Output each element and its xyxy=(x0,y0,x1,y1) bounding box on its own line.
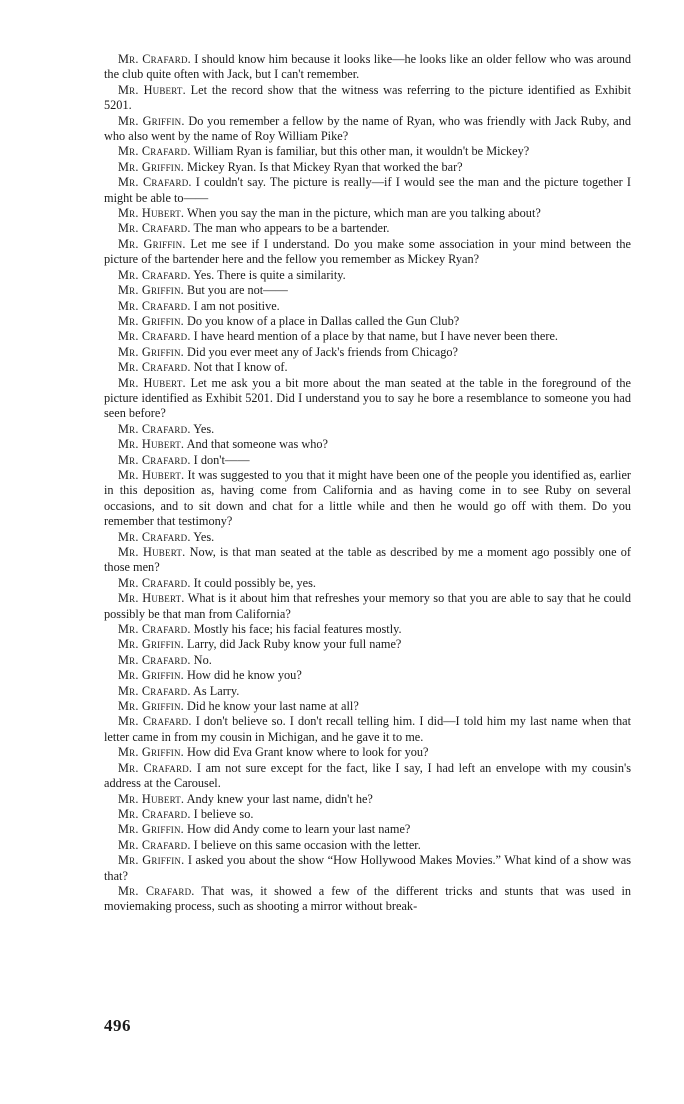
paragraph-text: Let the record show that the witness was referring to the picture identified as Exhibit 5201. xyxy=(104,82,631,113)
speaker-name: Mr. Griffin. xyxy=(118,159,184,174)
paragraph-text: Let me see if I understand. Do you make some association in your mind between the picture of the bartender here and the fellow you remember as Mickey Ryan? xyxy=(104,236,631,267)
paragraph-text: Yes. There is quite a similarity. xyxy=(190,267,346,282)
paragraph xyxy=(104,838,631,853)
paragraph-text: Andy knew your last name, didn't he? xyxy=(184,791,373,806)
speaker-name: Mr. Griffin. xyxy=(118,113,185,128)
paragraph xyxy=(104,591,631,622)
paragraph xyxy=(104,206,631,221)
speaker-name: Mr. Griffin. xyxy=(118,745,184,760)
paragraph xyxy=(104,807,631,822)
paragraph-text: Not that I know of. xyxy=(190,360,288,375)
speaker-name: Mr. Griffin. xyxy=(118,283,184,298)
speaker-name: Mr. Hubert. xyxy=(118,82,186,97)
paragraph-text: Mickey Ryan. Is that Mickey Ryan that worked the bar? xyxy=(183,159,463,174)
paragraph xyxy=(104,453,631,468)
speaker-name: Mr. Crafard. xyxy=(118,529,191,544)
speaker-name: Mr. Crafard. xyxy=(118,883,195,898)
speaker-name: Mr. Griffin. xyxy=(118,313,184,328)
paragraph-text: Now, is that man seated at the table as described by me a moment ago possibly one of those men? xyxy=(104,545,632,575)
paragraph-text: Larry, did Jack Ruby know your full name? xyxy=(183,637,402,652)
paragraph xyxy=(104,329,631,344)
paragraph-text: And that someone was who? xyxy=(184,437,328,452)
paragraph xyxy=(104,437,631,452)
paragraph-text: I am not sure except for the fact, like I say, I had left an envelope with my cousin's address at the Carousel. xyxy=(104,760,631,791)
paragraph-text: I should know him because it looks like—he looks like an older fellow who was around the club quite often with Jack, but I can't remember. xyxy=(104,52,631,82)
speaker-name: Mr. Crafard. xyxy=(118,298,191,313)
speaker-name: Mr. Crafard. xyxy=(118,329,191,344)
speaker-name: Mr. Griffin. xyxy=(118,853,185,868)
paragraph xyxy=(104,637,631,652)
paragraph xyxy=(104,268,631,283)
speaker-name: Mr. Crafard. xyxy=(118,652,191,667)
speaker-name: Mr. Hubert. xyxy=(118,545,186,559)
speaker-name: Mr. Hubert. xyxy=(118,375,186,390)
paragraph-text: What is it about him that refreshes your memory so that you are able to say that he could possibly be that man from California? xyxy=(104,591,631,621)
paragraph xyxy=(104,114,631,145)
paragraph-text: It was suggested to you that it might have been one of the people you identified as, earlier in this deposition as, having come from California and as having come in to see Ruby on several occasions, and to sit down and chat for a little while and then he would go off with them. Do you remember that testimony? xyxy=(104,467,631,529)
page-number: 496 xyxy=(104,1016,131,1035)
paragraph-text: I couldn't say. The picture is really—if I would see the man and the picture together I might be able to—— xyxy=(104,175,631,205)
paragraph-text: Did you ever meet any of Jack's friends from Chicago? xyxy=(183,344,458,359)
paragraph xyxy=(104,714,631,745)
speaker-name: Mr. Griffin. xyxy=(118,699,184,714)
paragraph xyxy=(104,283,631,298)
speaker-name: Mr. Crafard. xyxy=(118,683,191,698)
speaker-name: Mr. Hubert. xyxy=(118,467,185,482)
paragraph-text: Let me ask you a bit more about the man seated at the table in the foreground of the picture identified as Exhibit 5201. Did I understand you to say he bore a resemblance to someone you had seen before? xyxy=(104,375,631,421)
speaker-name: Mr. Crafard. xyxy=(118,267,191,282)
paragraph-text: Yes. xyxy=(190,421,215,436)
paragraph-text: I asked you about the show “How Hollywood Makes Movies.” What kind of a show was that? xyxy=(104,853,632,883)
speaker-name: Mr. Griffin. xyxy=(118,344,184,359)
paragraph-text: No. xyxy=(190,652,212,667)
speaker-name: Mr. Crafard. xyxy=(118,144,191,159)
paragraph xyxy=(104,822,631,837)
paragraph xyxy=(104,653,631,668)
speaker-name: Mr. Crafard. xyxy=(118,837,191,852)
paragraph-text: William Ryan is familiar, but this other man, it wouldn't be Mickey? xyxy=(190,144,530,159)
speaker-name: Mr. Crafard. xyxy=(118,806,191,821)
paragraph-text: Do you remember a fellow by the name of Ryan, who was friendly with Jack Ruby, and who also went by the name of Roy William Pike? xyxy=(104,113,631,144)
paragraph xyxy=(104,468,631,530)
paragraph-text: I believe on this same occasion with the letter. xyxy=(190,837,421,852)
paragraph-text: I don't—— xyxy=(190,452,250,467)
paragraph xyxy=(104,884,631,915)
paragraph-text: The man who appears to be a bartender. xyxy=(190,221,390,236)
paragraph xyxy=(104,745,631,760)
paragraph xyxy=(104,853,631,884)
paragraph-text: I have heard mention of a place by that name, but I have never been there. xyxy=(190,329,558,344)
paragraph xyxy=(104,545,631,576)
paragraph-text: But you are not—— xyxy=(183,283,288,298)
paragraph xyxy=(104,175,631,206)
speaker-name: Mr. Crafard. xyxy=(118,221,191,236)
paragraph-text: Do you know of a place in Dallas called the Gun Club? xyxy=(183,313,460,328)
paragraph-text: I am not positive. xyxy=(190,298,280,313)
speaker-name: Mr. Griffin. xyxy=(118,637,184,652)
paragraph xyxy=(104,237,631,268)
speaker-name: Mr. Griffin. xyxy=(118,822,184,837)
speaker-name: Mr. Hubert. xyxy=(118,437,185,452)
speaker-name: Mr. Crafard. xyxy=(118,52,191,66)
paragraph xyxy=(104,576,631,591)
paragraph xyxy=(104,376,631,422)
paragraph-text: When you say the man in the picture, which man are you talking about? xyxy=(184,206,541,221)
paragraph xyxy=(104,792,631,807)
speaker-name: Mr. Hubert. xyxy=(118,591,185,606)
speaker-name: Mr. Griffin. xyxy=(118,236,186,251)
speaker-name: Mr. Hubert. xyxy=(118,791,185,806)
speaker-name: Mr. Griffin. xyxy=(118,668,184,683)
paragraph xyxy=(104,314,631,329)
paragraph xyxy=(104,345,631,360)
paragraph xyxy=(104,83,631,114)
paragraph-text: How did Eva Grant know where to look for you? xyxy=(183,745,429,760)
paragraph xyxy=(104,422,631,437)
paragraph-text: I believe so. xyxy=(190,806,254,821)
paragraph xyxy=(104,530,631,545)
paragraph xyxy=(104,221,631,236)
speaker-name: Mr. Crafard. xyxy=(118,622,191,637)
paragraph xyxy=(104,360,631,375)
speaker-name: Mr. Crafard. xyxy=(118,760,193,775)
speaker-name: Mr. Crafard. xyxy=(118,575,191,590)
paragraph-text: I don't believe so. I don't recall telling him. I did—I told him my last name when that letter came in from my cousin in Michigan, and he gave it to me. xyxy=(104,714,631,744)
speaker-name: Mr. Crafard. xyxy=(118,452,191,467)
paragraph xyxy=(104,299,631,314)
speaker-name: Mr. Crafard. xyxy=(118,360,191,375)
paragraph-text: Yes. xyxy=(190,529,215,544)
paragraph xyxy=(104,761,631,792)
speaker-name: Mr. Crafard. xyxy=(118,714,192,729)
paragraph xyxy=(104,668,631,683)
paragraph xyxy=(104,144,631,159)
paragraph-text: That was, it showed a few of the different tricks and stunts that was used in moviemaking process, such as shooting a mirror without break- xyxy=(104,883,632,914)
paragraph xyxy=(104,160,631,175)
paragraph xyxy=(104,684,631,699)
paragraph xyxy=(104,699,631,714)
speaker-name: Mr. Hubert. xyxy=(118,206,185,221)
paragraph xyxy=(104,52,631,83)
paragraph-text: As Larry. xyxy=(190,683,240,698)
paragraph-text: How did he know you? xyxy=(183,668,302,683)
speaker-name: Mr. Crafard. xyxy=(118,421,191,436)
paragraph xyxy=(104,622,631,637)
paragraph-text: Did he know your last name at all? xyxy=(183,699,359,714)
paragraph-text: How did Andy come to learn your last name? xyxy=(183,822,411,837)
transcript-body xyxy=(104,52,631,915)
speaker-name: Mr. Crafard. xyxy=(118,175,192,190)
paragraph-text: Mostly his face; his facial features mostly. xyxy=(190,622,402,637)
paragraph-text: It could possibly be, yes. xyxy=(190,575,316,590)
